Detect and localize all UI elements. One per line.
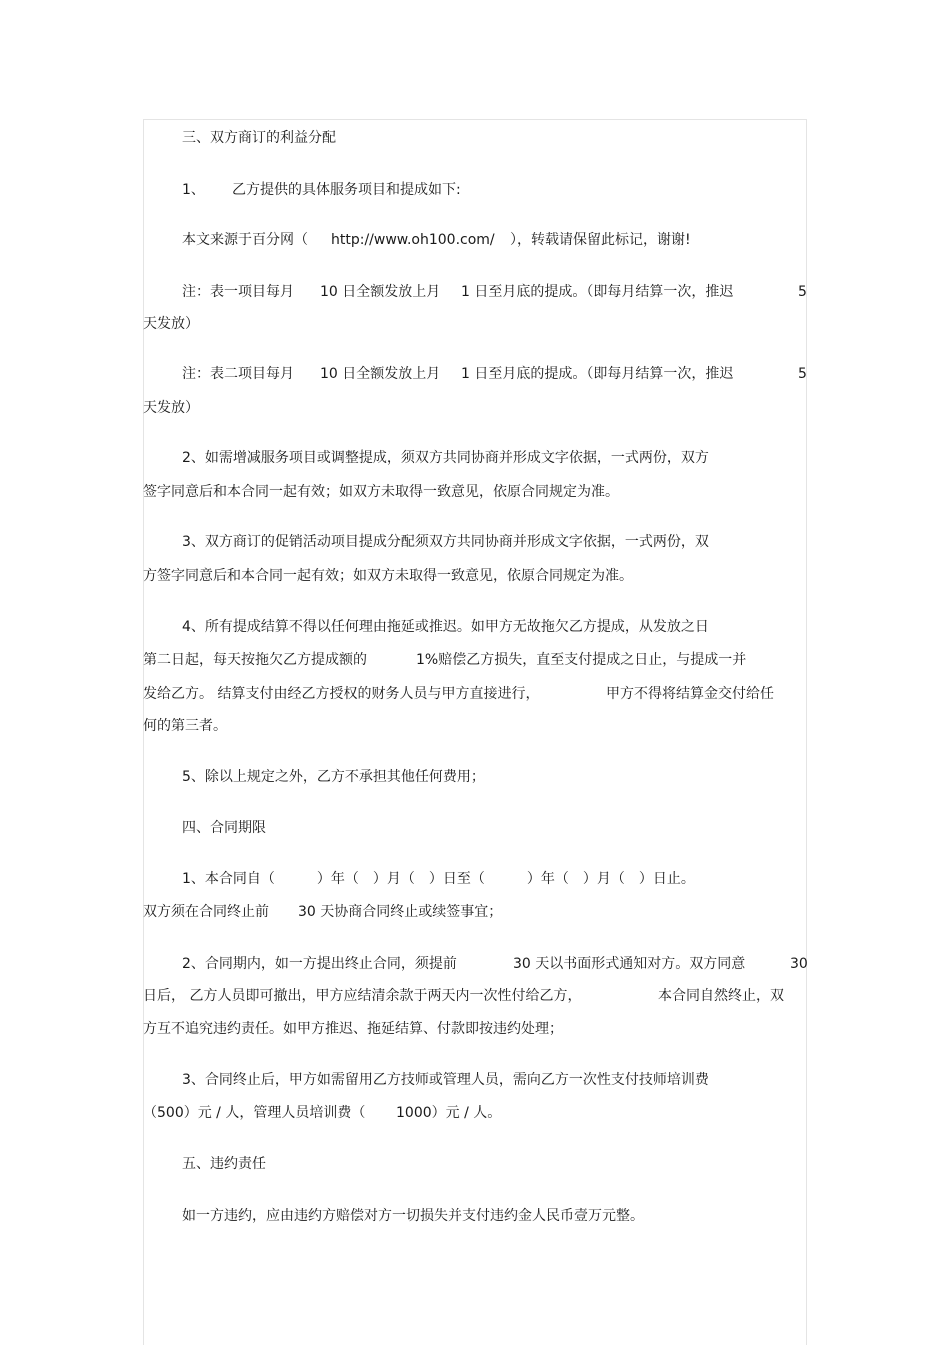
item-4-line-2b: 1%赔偿乙方损失，直至支付提成之日止，与提成一并: [416, 652, 747, 668]
term-item-1-line-1: 1、本合同自（ ）年（ ）月（ ）日至（ ）年（ ）月（ ）日止。: [182, 871, 695, 887]
term-item-2-line-2b: 本合同自然终止，双: [658, 988, 784, 1004]
note-2-part-c: 1 日至月底的提成。（即每月结算一次，推迟: [461, 366, 734, 382]
note-2-part-d: 5: [798, 366, 807, 382]
term-item-2-line-1a: 2、合同期内，如一方提出终止合同，须提前: [182, 956, 457, 972]
note-2-part-e: 天发放）: [143, 400, 199, 416]
term-item-2-line-3: 方互不追究违约责任。如甲方推迟、拖延结算、付款即按违约处理；: [143, 1021, 563, 1037]
note-1-part-a: 注：表一项目每月: [182, 284, 294, 300]
note-1-part-c: 1 日至月底的提成。（即每月结算一次，推迟: [461, 284, 734, 300]
item-4-line-4: 何的第三者。: [143, 718, 227, 734]
source-url: http://www.oh100.com/: [331, 232, 495, 248]
term-item-3-line-2a: （500）元 / 人，管理人员培训费（: [143, 1105, 366, 1121]
item-text: 乙方提供的具体服务项目和提成如下:: [232, 182, 461, 198]
item-4-line-3a: 发给乙方。 结算支付由经乙方授权的财务人员与甲方直接进行，: [143, 686, 540, 702]
item-2-line-1: 2、如需增减服务项目或调整提成，须双方共同协商并形成文字依据，一式两份，双方: [182, 450, 709, 466]
section-heading-3: 三、双方商订的利益分配: [182, 130, 336, 146]
term-item-1-line-2a: 双方须在合同终止前: [143, 904, 269, 920]
note-2-part-b: 10 日全额发放上月: [320, 366, 441, 382]
item-4-line-3b: 甲方不得将结算金交付给任: [606, 686, 774, 702]
section-heading-4: 四、合同期限: [182, 820, 266, 836]
item-4-line-1: 4、所有提成结算不得以任何理由拖延或推迟。如甲方无故拖欠乙方提成，从发放之日: [182, 619, 709, 635]
breach-text: 如一方违约，应由违约方赔偿对方一切损失并支付违约金人民币壹万元整。: [182, 1208, 644, 1224]
term-item-3-line-1: 3、合同终止后，甲方如需留用乙方技师或管理人员，需向乙方一次性支付技师培训费: [182, 1072, 709, 1088]
section-heading-5: 五、违约责任: [182, 1156, 266, 1172]
term-item-1-line-2b: 30 天协商合同终止或续签事宜；: [298, 904, 503, 920]
term-item-2-line-1b: 30 天以书面形式通知对方。双方同意: [513, 956, 746, 972]
item-3-line-2: 方签字同意后和本合同一起有效；如双方未取得一致意见，依原合同规定为准。: [143, 568, 633, 584]
item-number: 1、: [182, 182, 205, 198]
note-2-part-a: 注：表二项目每月: [182, 366, 294, 382]
source-suffix: ），转载请保留此标记，谢谢!: [510, 232, 691, 248]
term-item-2-line-1c: 30: [790, 956, 808, 972]
item-3-line-1: 3、双方商订的促销活动项目提成分配须双方共同协商并形成文字依据，一式两份，双: [182, 534, 709, 550]
note-1-part-e: 天发放）: [143, 316, 199, 332]
term-item-2-line-2a: 日后， 乙方人员即可撤出，甲方应结清余款于两天内一次性付给乙方，: [143, 988, 582, 1004]
term-item-3-line-2b: 1000）元 / 人。: [396, 1105, 502, 1121]
item-2-line-2: 签字同意后和本合同一起有效；如双方未取得一致意见，依原合同规定为准。: [143, 484, 619, 500]
note-1-part-d: 5: [798, 284, 807, 300]
note-1-part-b: 10 日全额发放上月: [320, 284, 441, 300]
item-5: 5、除以上规定之外，乙方不承担其他任何费用；: [182, 769, 485, 785]
source-prefix: 本文来源于百分网（: [182, 232, 308, 248]
item-4-line-2a: 第二日起，每天按拖欠乙方提成额的: [143, 652, 367, 668]
